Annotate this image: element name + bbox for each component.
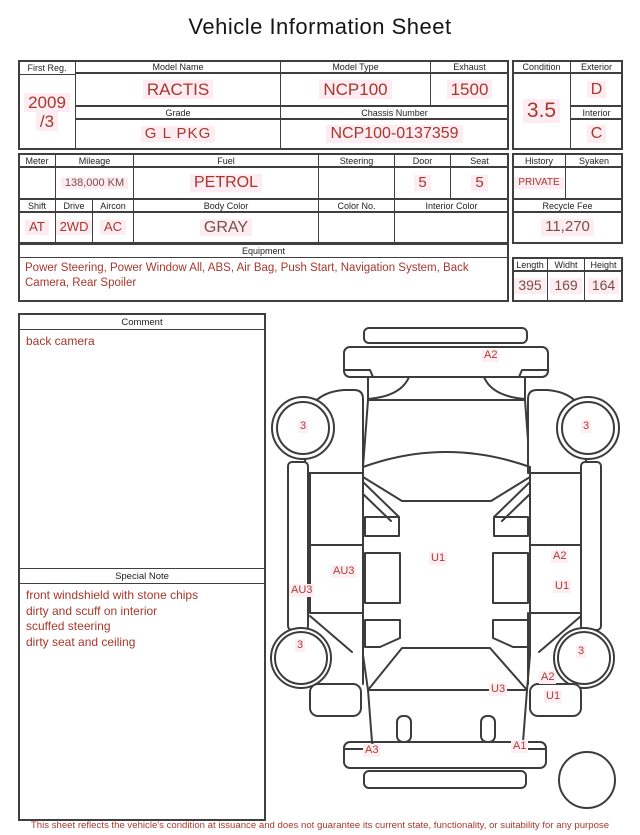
- right-sill-shape: [581, 462, 601, 630]
- syaken-label: Syaken: [565, 153, 623, 168]
- mileage-value: 138,000 KM: [55, 166, 134, 200]
- model-type-value: NCP100: [280, 72, 431, 107]
- color-no-value: [318, 211, 395, 244]
- equipment-cell: [18, 243, 509, 302]
- damage-label-right-door-u: U1: [555, 580, 570, 592]
- shift-value: AT: [18, 211, 56, 244]
- rear-hatch-corners: [368, 377, 525, 399]
- left-front-fender-lower-shape: [310, 684, 361, 716]
- equipment-value: Power Steering, Power Window All, ABS, Air Bag, Push Start, Navigation System, Back Camera, Rear Spoiler: [25, 262, 469, 289]
- fuel-value: PETROL: [133, 166, 319, 200]
- damage-label-left-front-wheel: 3: [297, 639, 304, 651]
- door-value: 5: [394, 166, 451, 200]
- special-note-line: scuffed steering: [26, 619, 111, 634]
- special-note-body: [20, 584, 264, 654]
- first-reg-value: 2009 /3: [19, 75, 75, 149]
- length-label: Length: [512, 257, 548, 272]
- damage-label-rear-bumper: A2: [484, 349, 498, 361]
- height-label: Height: [584, 257, 623, 272]
- interior-color-value: [394, 211, 509, 244]
- car-damage-diagram: [268, 308, 640, 820]
- comment-value: back camera: [26, 334, 95, 348]
- syaken-value: [565, 166, 623, 200]
- special-note-line: dirty and scuff on interior: [26, 603, 158, 618]
- trunk-lid-shape: [364, 328, 527, 343]
- length-value: 395: [512, 270, 548, 302]
- width-label: Widht: [547, 257, 585, 272]
- left-door-window-shape: [365, 553, 400, 603]
- rear-bumper-shape: [344, 347, 548, 377]
- interior-value: C: [570, 118, 623, 150]
- body-color-value: GRAY: [133, 211, 319, 244]
- steering-value: [318, 166, 395, 200]
- disclaimer-text: This sheet reflects the vehicle's condition at issuance and does not guarantee its current state, functionality, or suitability for any purpose: [30, 820, 610, 831]
- drive-label: Drive: [55, 198, 93, 213]
- door-label: Door: [394, 153, 451, 168]
- special-note-line: front windshield with stone chips: [26, 588, 199, 602]
- color-no-label: Color No.: [318, 198, 395, 213]
- damage-label-right-fender-a: A2: [541, 671, 555, 683]
- special-note-label: Special Note: [20, 568, 264, 584]
- exterior-label: Exterior: [570, 60, 623, 74]
- interior-label: Interior: [570, 105, 623, 120]
- hood-edges: [368, 690, 527, 742]
- meter-value: [18, 166, 56, 200]
- seat-value: 5: [450, 166, 509, 200]
- left-headlight-shape: [397, 716, 411, 742]
- damage-label-front-bumper-left: A3: [365, 744, 379, 756]
- first-reg-cell: [18, 60, 76, 150]
- recycle-fee-value: 11,270: [512, 211, 623, 244]
- grade-value: G L PKG: [75, 118, 281, 150]
- right-quarter-window-shape: [493, 620, 528, 647]
- aircon-value: AC: [92, 211, 134, 244]
- special-note-line: dirty seat and ceiling: [26, 634, 136, 649]
- right-rear-window-shape: [494, 517, 528, 536]
- history-label: History: [512, 153, 566, 168]
- model-name-label: Model Name: [75, 60, 281, 74]
- left-sill-shape: [288, 462, 308, 630]
- mileage-label: Mileage: [55, 153, 134, 168]
- right-front-wheel-shape: [558, 632, 610, 684]
- damage-label-right-front-wheel: 3: [578, 645, 585, 657]
- shift-label: Shift: [18, 198, 56, 213]
- rear-glass-shape: [363, 452, 530, 501]
- left-door-panel-lines: [310, 473, 363, 613]
- aircon-label: Aircon: [92, 198, 134, 213]
- damage-label-left-rear-wheel: 3: [300, 420, 307, 432]
- body-color-label: Body Color: [133, 198, 319, 213]
- damage-label-right-door-a: A2: [553, 550, 567, 562]
- damage-label-front-bumper-right: A1: [513, 740, 527, 752]
- right-door-window-shape: [493, 553, 528, 603]
- damage-label-right-fender-u: U1: [546, 690, 561, 702]
- history-value: PRIVATE: [512, 166, 566, 200]
- stamp-circle: [559, 752, 615, 808]
- condition-value: 3.5: [512, 72, 571, 150]
- exterior-value: D: [570, 72, 623, 107]
- condition-label: Condition: [512, 60, 571, 74]
- recycle-fee-label: Recycle Fee: [512, 198, 623, 213]
- damage-label-roof: U1: [431, 552, 446, 564]
- first-reg-label: First Reg.: [19, 61, 75, 75]
- exhaust-label: Exhaust: [430, 60, 509, 74]
- equipment-label: Equipment: [19, 244, 508, 258]
- interior-color-label: Interior Color: [394, 198, 509, 213]
- damage-label-left-sill: AU3: [291, 584, 313, 596]
- fuel-label: Fuel: [133, 153, 319, 168]
- exhaust-value: 1500: [430, 72, 509, 107]
- c-pillar-taper: [363, 400, 530, 467]
- grade-label: Grade: [75, 105, 281, 120]
- rear-hatch-shape: [368, 377, 525, 400]
- comment-label: Comment: [20, 315, 264, 330]
- chassis-value: NCP100-0137359: [280, 118, 509, 150]
- width-value: 169: [547, 270, 585, 302]
- damage-label-right-rear-wheel: 3: [583, 420, 590, 432]
- left-quarter-window-shape: [365, 620, 400, 647]
- model-name-value: RACTIS: [75, 72, 281, 107]
- right-headlight-shape: [481, 716, 495, 742]
- chassis-label: Chassis Number: [280, 105, 509, 120]
- damage-label-left-door: AU3: [333, 565, 355, 577]
- left-rear-window-shape: [365, 517, 399, 536]
- meter-label: Meter: [18, 153, 56, 168]
- model-type-label: Model Type: [280, 60, 431, 74]
- page-title: Vehicle Information Sheet: [188, 14, 452, 39]
- drive-value: 2WD: [55, 211, 93, 244]
- comment-box: [18, 313, 266, 821]
- height-value: 164: [584, 270, 623, 302]
- damage-label-windshield: U3: [491, 683, 506, 695]
- front-lower-bar-shape: [364, 771, 526, 788]
- roof-edges: [363, 477, 530, 690]
- seat-label: Seat: [450, 153, 509, 168]
- rear-bumper-notches: [344, 370, 548, 377]
- steering-label: Steering: [318, 153, 395, 168]
